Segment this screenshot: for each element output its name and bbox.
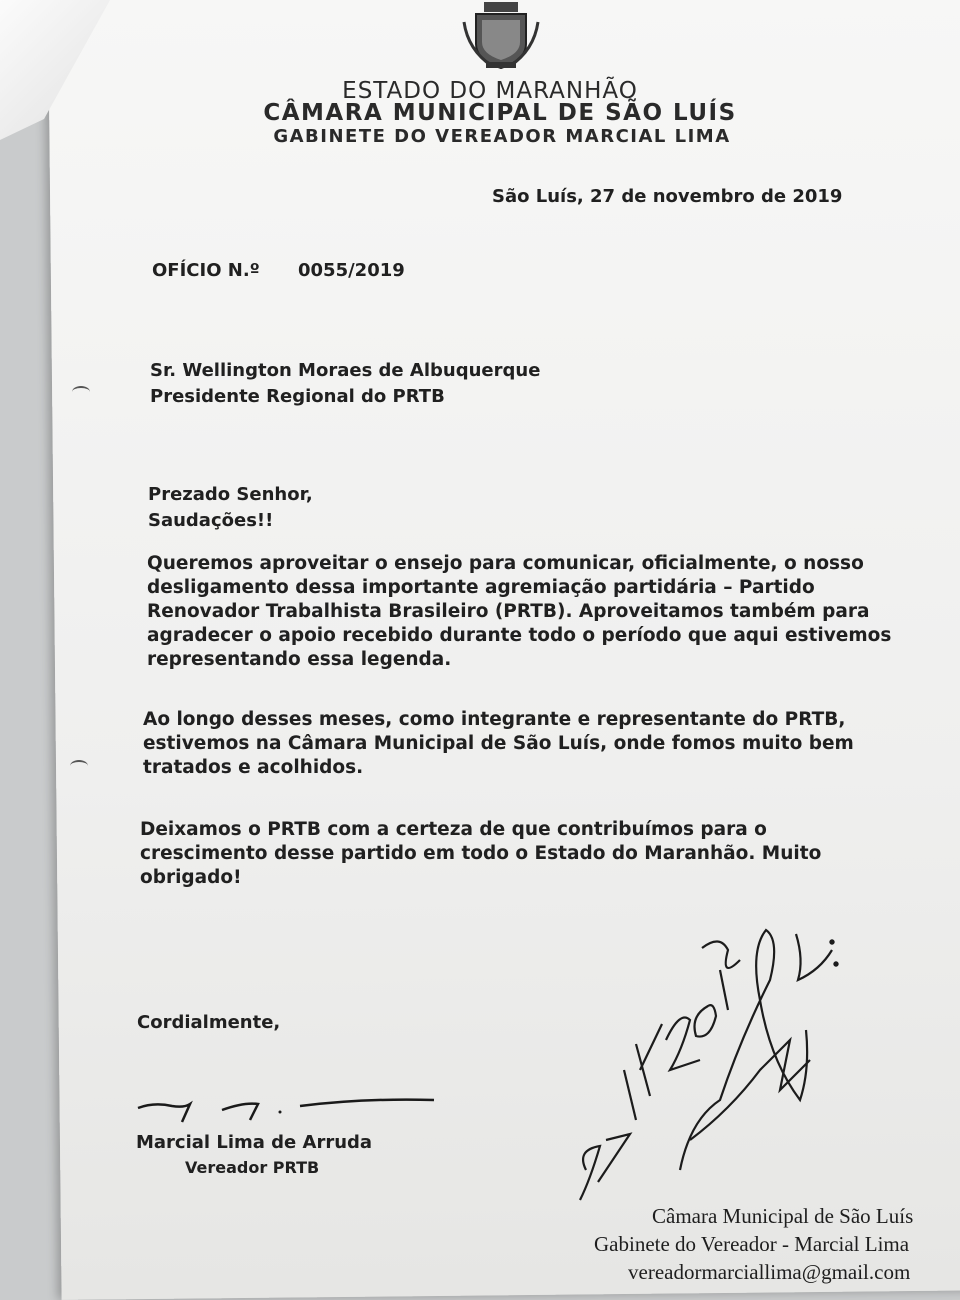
header-chamber: CÂMARA MUNICIPAL DE SÃO LUÍS xyxy=(263,100,737,126)
paragraph-line: Renovador Trabalhista Brasileiro (PRTB). Aproveitamos também para xyxy=(147,601,870,622)
oficio-number: 0055/2019 xyxy=(298,260,405,281)
signer-role: Vereador PRTB xyxy=(185,1158,320,1177)
margin-mark xyxy=(70,760,88,772)
paragraph-line: estivemos na Câmara Municipal de São Luís, onde fomos muito bem xyxy=(143,733,854,754)
paragraph-line: agradecer o apoio recebido durante todo o período que aqui estivemos xyxy=(147,625,892,646)
date-line: São Luís, 27 de novembro de 2019 xyxy=(492,186,843,207)
header-state: ESTADO DO MARANHÃO xyxy=(342,78,638,104)
paragraph-line: Queremos aproveitar o ensejo para comunicar, oficialmente, o nosso xyxy=(147,553,864,574)
greeting-line: Prezado Senhor, xyxy=(148,484,313,505)
recipient-name: Sr. Wellington Moraes de Albuquerque xyxy=(150,360,541,381)
signer-name: Marcial Lima de Arruda xyxy=(136,1132,373,1153)
stamp-line-2: Gabinete do Vereador - Marcial Lima xyxy=(594,1232,910,1256)
stamp-line-3: vereadormarciallima@gmail.com xyxy=(628,1260,911,1284)
paragraph-line: tratados e acolhidos. xyxy=(143,757,364,778)
paragraph-line: desligamento dessa importante agremiação partidária – Partido xyxy=(147,577,815,598)
body-paragraph-2 xyxy=(143,708,854,780)
coat-of-arms-icon xyxy=(462,2,540,72)
margin-mark xyxy=(72,386,90,398)
handwritten-date-signature xyxy=(570,920,850,1210)
stamp-line-1: Câmara Municipal de São Luís xyxy=(652,1204,914,1228)
paragraph-line: Ao longo desses meses, como integrante e representante do PRTB, xyxy=(143,709,846,730)
greeting-line: Saudações!! xyxy=(148,510,274,531)
paragraph-line: obrigado! xyxy=(140,867,242,888)
header-office: GABINETE DO VEREADOR MARCIAL LIMA xyxy=(273,126,731,147)
body-paragraph-1 xyxy=(147,552,891,672)
signature-scribble xyxy=(134,1090,444,1126)
oficio-label: OFÍCIO N.º xyxy=(152,260,260,281)
paragraph-line: crescimento desse partido em todo o Estado do Maranhão. Muito xyxy=(140,843,822,864)
paragraph-line: representando essa legenda. xyxy=(147,649,452,670)
closing: Cordialmente, xyxy=(137,1012,281,1033)
recipient-title: Presidente Regional do PRTB xyxy=(150,386,445,407)
paragraph-line: Deixamos o PRTB com a certeza de que contribuímos para o xyxy=(140,819,767,840)
body-paragraph-3 xyxy=(140,818,821,890)
